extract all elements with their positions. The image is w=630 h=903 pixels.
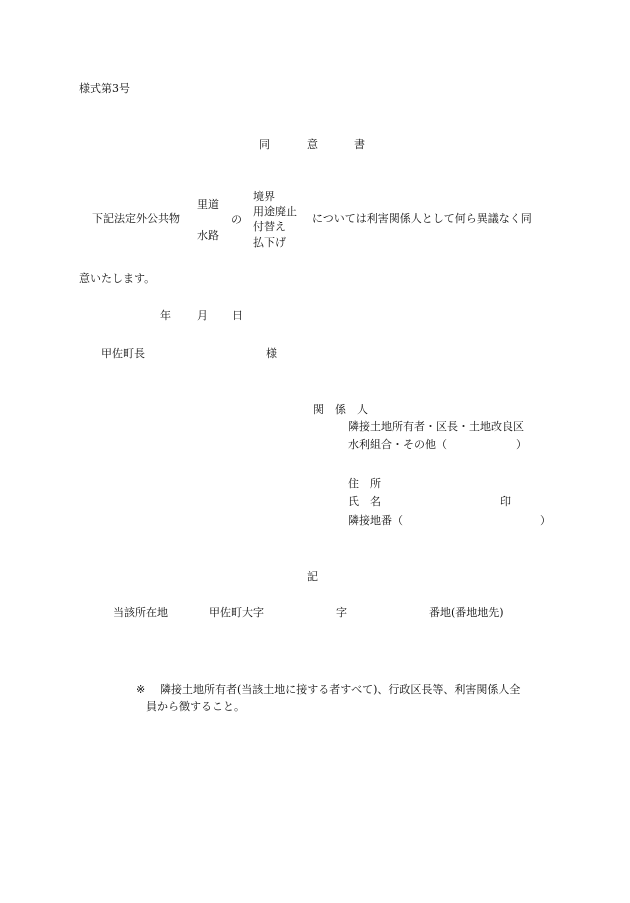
- lot-close: ）: [540, 514, 551, 527]
- party-line-1: 隣接土地所有者・区長・土地改良区: [348, 420, 524, 433]
- note-line-1: 隣接土地所有者(当該土地に接する者すべて)、行政区長等、利害関係人全: [160, 683, 521, 696]
- action-1: 境界: [253, 190, 275, 203]
- addressee-honorific: 様: [266, 347, 277, 360]
- date-year: 年: [160, 309, 171, 322]
- intro-body-cont: 意いたします。: [79, 272, 156, 285]
- intro-body: については利害関係人として何ら異議なく同: [312, 212, 532, 225]
- address-label: 住 所: [348, 477, 381, 490]
- action-3: 付替え: [253, 220, 286, 233]
- ki-heading: 記: [307, 570, 318, 583]
- name-label: 氏 名: [348, 495, 381, 508]
- asset-type-2: 水路: [197, 229, 219, 242]
- title-char-1: 同: [259, 138, 270, 151]
- form-number: 様式第3号: [79, 82, 130, 95]
- addressee-name: 甲佐町長: [101, 347, 145, 360]
- party-line-2-close: ）: [516, 438, 527, 451]
- lot-label: 隣接地番（: [348, 514, 403, 527]
- location-label: 当該所在地: [113, 606, 168, 619]
- title-char-2: 意: [307, 138, 318, 151]
- note-mark: ※: [136, 683, 146, 696]
- party-heading: 関 係 人: [313, 403, 368, 416]
- location-aza: 字: [336, 606, 347, 619]
- action-2: 用途廃止: [253, 205, 297, 218]
- location-town: 甲佐町大字: [209, 606, 264, 619]
- date-day: 日: [232, 309, 243, 322]
- note-line-2: 員から徴すること。: [146, 700, 245, 713]
- intro-particle: の: [231, 213, 242, 226]
- seal-mark: 印: [500, 495, 511, 508]
- asset-type-1: 里道: [197, 198, 219, 211]
- date-month: 月: [197, 309, 208, 322]
- title-char-3: 書: [354, 138, 365, 151]
- action-4: 払下げ: [253, 236, 286, 249]
- intro-lead: 下記法定外公共物: [92, 212, 180, 225]
- party-line-2-label: 水利組合・その他（: [348, 438, 447, 451]
- location-lot: 番地(番地地先): [429, 606, 504, 619]
